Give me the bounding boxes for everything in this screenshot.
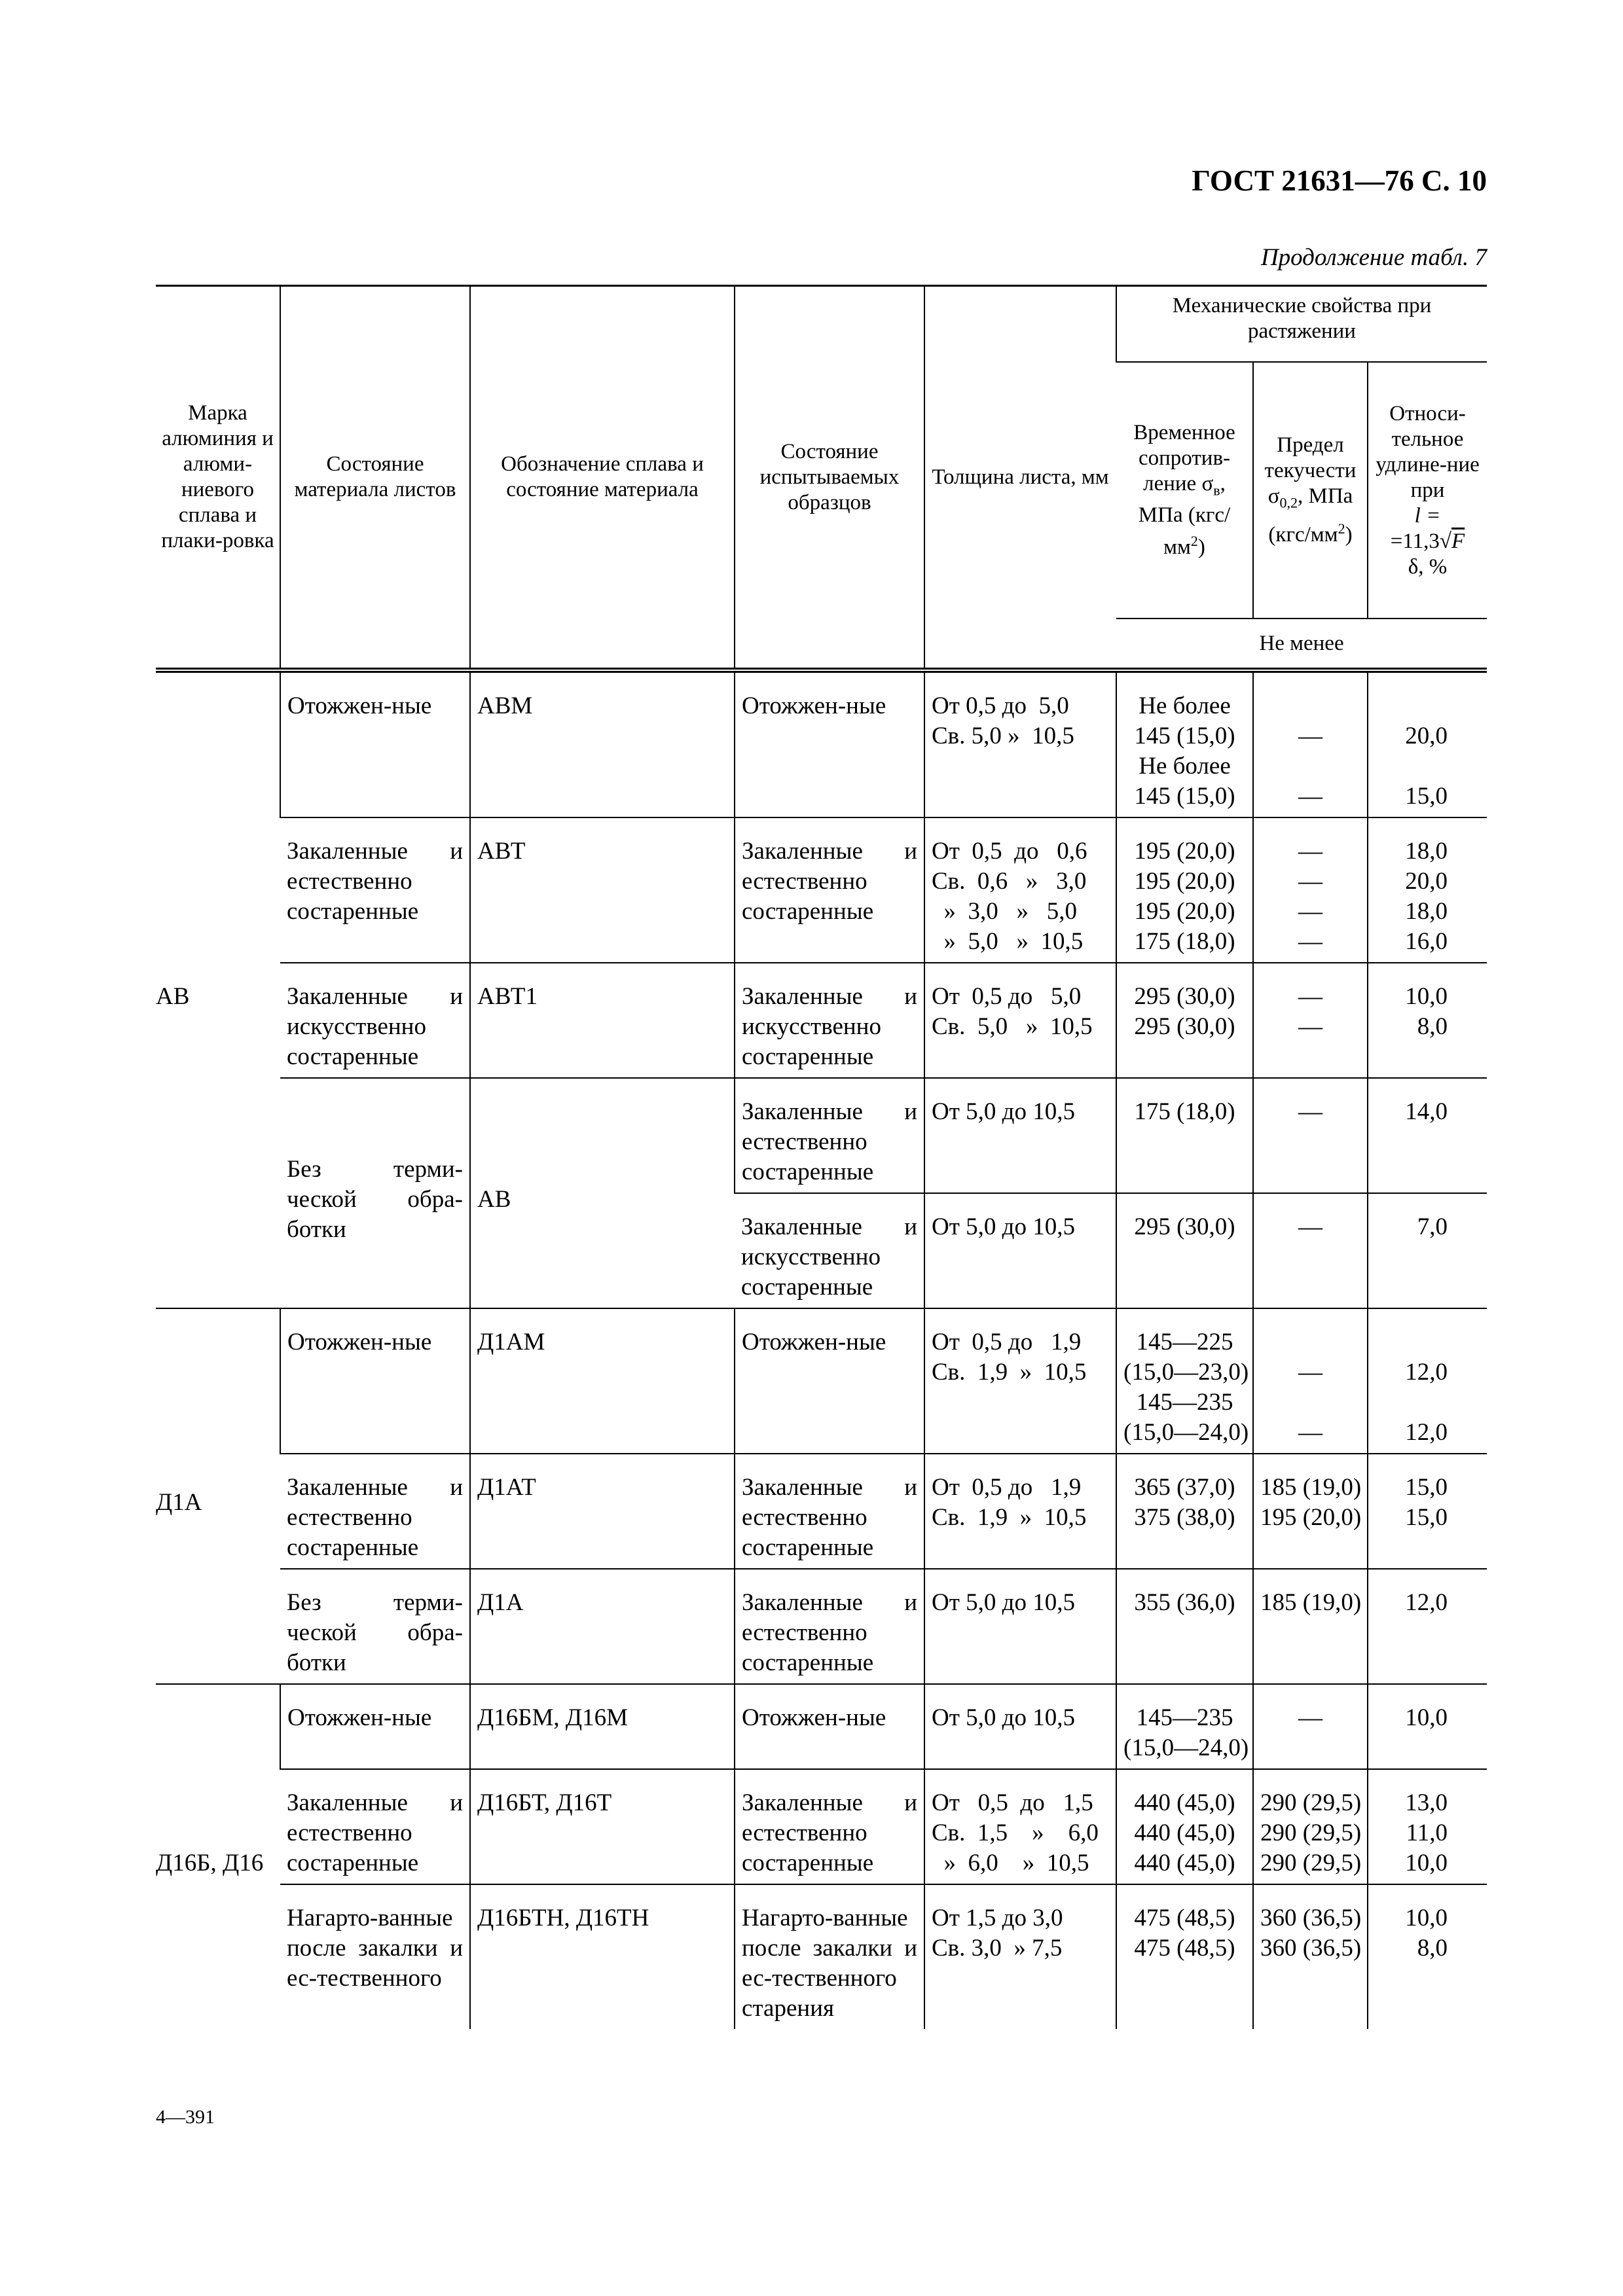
elongation-cell: 10,0 8,0 bbox=[1368, 1884, 1487, 2029]
header-tensile: Временное сопротив-ление $\sigma_в$, МПа $(кгс/мм^2)$ bbox=[1116, 362, 1253, 619]
designation-cell: Д16БТ, Д16Т bbox=[470, 1769, 735, 1884]
state-cell: Закаленные и естественно состаренные bbox=[280, 817, 470, 963]
yield-cell: 290 (29,5) 290 (29,5) 290 (29,5) bbox=[1253, 1769, 1368, 1884]
tensile-cell: 440 (45,0) 440 (45,0) 440 (45,0) bbox=[1116, 1769, 1253, 1884]
sample-cell: Закаленные и естественно состаренные bbox=[735, 817, 924, 963]
state-cell: Отожжен-ные bbox=[280, 1684, 470, 1769]
elongation-cell: 14,0 bbox=[1368, 1078, 1487, 1193]
thickness-cell: От 5,0 до 10,5 bbox=[924, 1569, 1116, 1684]
elongation-cell: 20,0 15,0 bbox=[1368, 670, 1487, 817]
thickness-cell: От 0,5 до 1,9 Св. 1,9 » 10,5 bbox=[924, 1308, 1116, 1454]
tensile-cell: 195 (20,0) 195 (20,0) 195 (20,0) 175 (18,0) bbox=[1116, 817, 1253, 963]
elongation-cell: 12,0 bbox=[1368, 1569, 1487, 1684]
tensile-cell: 355 (36,0) bbox=[1116, 1569, 1253, 1684]
sample-cell: Закаленные и естественно состаренные bbox=[735, 1078, 924, 1193]
sample-cell: Закаленные и естественно состаренные bbox=[735, 1454, 924, 1569]
sample-cell: Нагарто-ванные после закалки и ес-тественного старения bbox=[735, 1884, 924, 2029]
elongation-cell: 13,0 11,0 10,0 bbox=[1368, 1769, 1487, 1884]
header-yield: Предел текучести $\sigma_{0,2}$, МПа $(кгс/мм^2)$ bbox=[1253, 362, 1368, 619]
designation-cell: Д1АТ bbox=[470, 1454, 735, 1569]
designation-cell: Д16БМ, Д16М bbox=[470, 1684, 735, 1769]
state-cell: Без терми-ческой обра-ботки bbox=[280, 1569, 470, 1684]
thickness-cell: От 0,5 до 5,0 Св. 5,0 » 10,5 bbox=[924, 963, 1116, 1078]
tensile-cell: 175 (18,0) bbox=[1116, 1078, 1253, 1193]
table-row bbox=[156, 1769, 1487, 1884]
header-sheet-state: Состояние материала листов bbox=[280, 286, 470, 671]
table-row bbox=[156, 1684, 1487, 1769]
designation-cell: АВМ bbox=[470, 670, 735, 817]
sqrt-icon: √ bbox=[1439, 529, 1452, 553]
page-header: ГОСТ 21631—76 С. 10 bbox=[1192, 164, 1487, 197]
header-designation: Обозначение сплава и состояние материала bbox=[470, 286, 735, 671]
state-cell: Закаленные и естественно состаренные bbox=[280, 1769, 470, 1884]
grade-cell: Д16Б, Д16 bbox=[156, 1850, 264, 1876]
elongation-cell: 12,0 12,0 bbox=[1368, 1308, 1487, 1454]
table-row bbox=[156, 670, 1487, 817]
table-body bbox=[156, 670, 1487, 2029]
grade-cell: АВ bbox=[156, 670, 280, 1308]
thickness-cell: От 0,5 до 5,0 Св. 5,0 » 10,5 bbox=[924, 670, 1116, 817]
thickness-cell: От 5,0 до 10,5 bbox=[924, 1078, 1116, 1193]
state-cell: Нагарто-ванные после закалки и ес-тественного bbox=[287, 1905, 463, 1992]
state-cell: Закаленные и естественно состаренные bbox=[280, 1454, 470, 1569]
designation-cell: АВТ bbox=[470, 817, 735, 963]
table-row bbox=[156, 1308, 1487, 1454]
elongation-cell: 7,0 bbox=[1368, 1193, 1487, 1308]
tensile-cell: Не более 145 (15,0) Не более 145 (15,0) bbox=[1116, 670, 1253, 817]
elongation-cell: 15,0 15,0 bbox=[1368, 1454, 1487, 1569]
yield-cell: — — bbox=[1253, 670, 1368, 817]
tensile-cell: 295 (30,0) bbox=[1116, 1193, 1253, 1308]
header-grade: Марка алюминия и алюми-ниевого сплава и плаки-ровка bbox=[161, 401, 274, 552]
sample-cell: Закаленные и искусственно состаренные bbox=[735, 963, 924, 1078]
table-row bbox=[156, 1078, 1487, 1193]
state-cell: Без терми-ческой обра-ботки bbox=[280, 1078, 470, 1308]
thickness-cell: От 5,0 до 10,5 bbox=[924, 1684, 1116, 1769]
table-continuation-caption: Продолжение табл. 7 bbox=[1260, 244, 1487, 271]
header-min-note: Не менее bbox=[1259, 631, 1344, 655]
table-row bbox=[156, 1569, 1487, 1684]
yield-cell: 185 (19,0) bbox=[1253, 1569, 1368, 1684]
table-header bbox=[156, 286, 1487, 671]
header-sample-state: Состояние испытываемых образцов bbox=[735, 286, 924, 671]
sample-cell: Закаленные и естественно состаренные bbox=[735, 1769, 924, 1884]
header-elongation: Относи-тельное удлине-ние при l = =11,3√F δ, % bbox=[1368, 362, 1487, 619]
yield-cell: — — bbox=[1253, 963, 1368, 1078]
thickness-cell: От 0,5 до 0,6 Св. 0,6 » 3,0 » 3,0 » 5,0 » 5,0 » 10,5 bbox=[924, 817, 1116, 963]
yield-cell: — bbox=[1253, 1684, 1368, 1769]
state-cell: Закаленные и искусственно состаренные bbox=[280, 963, 470, 1078]
tensile-cell: 145—235 (15,0—24,0) bbox=[1116, 1684, 1253, 1769]
designation-cell: АВ bbox=[470, 1078, 735, 1308]
sample-cell: Закаленные и искусственно состаренные bbox=[735, 1193, 924, 1308]
tensile-cell: 365 (37,0) 375 (38,0) bbox=[1116, 1454, 1253, 1569]
elongation-cell: 10,0 8,0 bbox=[1368, 963, 1487, 1078]
table-row bbox=[156, 963, 1487, 1078]
table-row bbox=[156, 817, 1487, 963]
yield-cell: — — bbox=[1253, 1308, 1368, 1454]
state-cell: Отожжен-ные bbox=[280, 1308, 470, 1454]
tensile-cell: 145—225 (15,0—23,0) 145—235 (15,0—24,0) bbox=[1116, 1308, 1253, 1454]
sample-cell: Закаленные и естественно состаренные bbox=[735, 1569, 924, 1684]
elongation-cell: 18,0 20,0 18,0 16,0 bbox=[1368, 817, 1487, 963]
yield-cell: — bbox=[1253, 1193, 1368, 1308]
thickness-cell: От 5,0 до 10,5 bbox=[924, 1193, 1116, 1308]
yield-cell: — — — — bbox=[1253, 817, 1368, 963]
designation-cell: Д16БТН, Д16ТН bbox=[470, 1884, 735, 2029]
table-row bbox=[156, 1884, 1487, 2029]
yield-cell: 360 (36,5) 360 (36,5) bbox=[1253, 1884, 1368, 2029]
yield-cell: 185 (19,0) 195 (20,0) bbox=[1253, 1454, 1368, 1569]
sample-cell: Отожжен-ные bbox=[735, 670, 924, 817]
state-cell: Отожжен-ные bbox=[280, 670, 470, 817]
sample-cell: Отожжен-ные bbox=[735, 1308, 924, 1454]
sample-cell: Отожжен-ные bbox=[735, 1684, 924, 1769]
designation-cell: АВТ1 bbox=[470, 963, 735, 1078]
tensile-cell: 295 (30,0) 295 (30,0) bbox=[1116, 963, 1253, 1078]
designation-cell: Д1АМ bbox=[470, 1308, 735, 1454]
grade-cell: Д1А bbox=[156, 1308, 280, 1684]
mechanical-properties-table bbox=[156, 285, 1487, 2029]
header-mechanical-group: Механические свойства при растяжении bbox=[1116, 286, 1487, 363]
thickness-cell: От 1,5 до 3,0 Св. 3,0 » 7,5 bbox=[924, 1884, 1116, 2029]
header-thickness: Толщина листа, мм bbox=[924, 286, 1116, 671]
yield-cell: — bbox=[1253, 1078, 1368, 1193]
thickness-cell: От 0,5 до 1,5 Св. 1,5 » 6,0 » 6,0 » 10,5 bbox=[924, 1769, 1116, 1884]
designation-cell: Д1А bbox=[470, 1569, 735, 1684]
thickness-cell: От 0,5 до 1,9 Св. 1,9 » 10,5 bbox=[924, 1454, 1116, 1569]
elongation-cell: 10,0 bbox=[1368, 1684, 1487, 1769]
table-row bbox=[156, 1454, 1487, 1569]
page-code: 4—391 bbox=[156, 2106, 215, 2128]
tensile-cell: 475 (48,5) 475 (48,5) bbox=[1116, 1884, 1253, 2029]
